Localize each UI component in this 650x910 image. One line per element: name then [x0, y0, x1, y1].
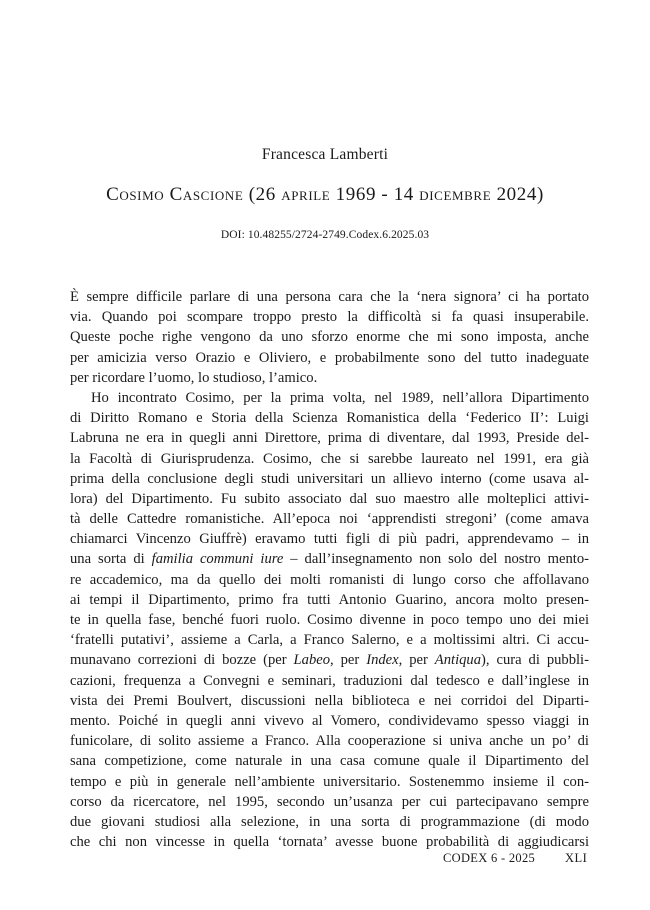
body-line: chiamarci Vincenzo Giuffrè) eravamo tutti figli di più padri, apprendevamo – in [70, 531, 589, 548]
journal-issue: CODEX 6 - 2025 [443, 851, 536, 865]
body-line: cazioni, frequenza a Convegni e seminari, traduzioni dal tedesco e dall’inglese in [70, 672, 589, 689]
body-line: via. Quando poi scompare troppo presto la difficoltà si fa quasi insuperabile. [70, 309, 589, 326]
doi-reference[interactable]: DOI: 10.48255/2724-2749.Codex.6.2025.03 [220, 229, 430, 241]
body-line: mento. Poiché in quegli anni vivevo al Vomero, condividevamo spesso viaggi in [70, 712, 589, 729]
page-number: XLI [565, 851, 588, 865]
author-name: Francesca Lamberti [261, 146, 389, 163]
body-line-segment: una sorta di [70, 551, 152, 568]
body-line: sana competizione, come naturale in una casa comune quale il Dipartimento del [70, 753, 589, 770]
body-line: corso da ricercatore, nel 1995, secondo un’usanza per cui partecipavano sempre [70, 793, 589, 810]
body-line-segment: – dall’insegnamento non solo del nostro mento- [283, 551, 589, 568]
body-line-segment: , per [398, 652, 435, 669]
body-line: vista dei Premi Boulvert, discussioni nella biblioteca e nei corridoi del Diparti- [70, 692, 589, 709]
body-line: ai tempi il Dipartimento, primo fra tutti Antonio Guarino, ancora molto presen- [70, 591, 589, 608]
body-line-segment: munavano correzioni di bozze (per [70, 652, 294, 669]
body-line: per amicizia verso Orazio e Oliviero, e probabilmente sono del tutto inadeguate [70, 349, 589, 366]
body-line: la Facoltà di Giurisprudenza. Cosimo, che si sarebbe laureato nel 1991, era già [70, 450, 589, 467]
journal-title-antiqua: Antiqua [434, 652, 482, 669]
body-line: ‘fratelli putativi’, assieme a Carla, a Franco Salerno, e a moltissimi altri. Ci accu- [70, 632, 589, 649]
italic-phrase: familia communi iure [151, 551, 284, 568]
body-line: funicolare, di solito assieme a Franco. Alla cooperazione si univa anche un po’ di [70, 733, 589, 750]
body-line: Queste poche righe vengono da uno sforzo enorme che mi sono imposta, anche [70, 329, 589, 346]
body-line: che chi non vincesse in quella ‘tornata’ avesse buone probabilità di aggiudicarsi [70, 834, 589, 851]
journal-title-labeo: Labeo [293, 652, 331, 669]
body-line: re accademico, ma da quello dei molti romanisti di lungo corso che affollavano [70, 571, 589, 588]
body-line: di Diritto Romano e Storia della Scienza Romanistica della ‘Federico II’: Luigi [70, 410, 589, 427]
body-line: Labruna ne era in quegli anni Direttore, prima di diventare, dal 1993, Preside del- [70, 430, 589, 447]
article-title: Cosimo Cascione (26 aprile 1969 - 14 dicembre 2024) [106, 184, 544, 205]
body-line-segment: ), cura di pubbli- [481, 652, 589, 669]
journal-title-index: Index [366, 652, 399, 669]
body-line: Ho incontrato Cosimo, per la prima volta, nel 1989, nell’allora Dipartimento [91, 389, 589, 406]
body-line: tà delle Cattedre romanistiche. All’epoca noi ‘apprendisti stregoni’ (come amava [70, 511, 589, 528]
body-line: prima della conclusione degli studi universitari un allievo interno (come usava al- [70, 470, 589, 487]
body-line: te in quella fase, benché fuori ruolo. Cosimo divenne in poco tempo uno dei miei [70, 612, 589, 628]
body-line [70, 549, 589, 569]
body-line: lora) del Dipartimento. Fu subito associato dal suo maestro alle molteplici attivi- [70, 490, 589, 507]
body-line: È sempre difficile parlare di una persona cara che la ‘nera signora’ ci ha portato [70, 289, 589, 305]
article-body [70, 287, 589, 852]
body-line [70, 650, 589, 670]
body-line: per ricordare l’uomo, lo studioso, l’amico. [70, 369, 318, 386]
body-line-segment: , per [330, 652, 367, 669]
body-line: tempo e più in generale nell’ambiente universitario. Sostenemmo insieme il con- [70, 773, 589, 790]
body-line: due giovani studiosi alla selezione, in una sorta di programmazione (di modo [70, 813, 589, 830]
